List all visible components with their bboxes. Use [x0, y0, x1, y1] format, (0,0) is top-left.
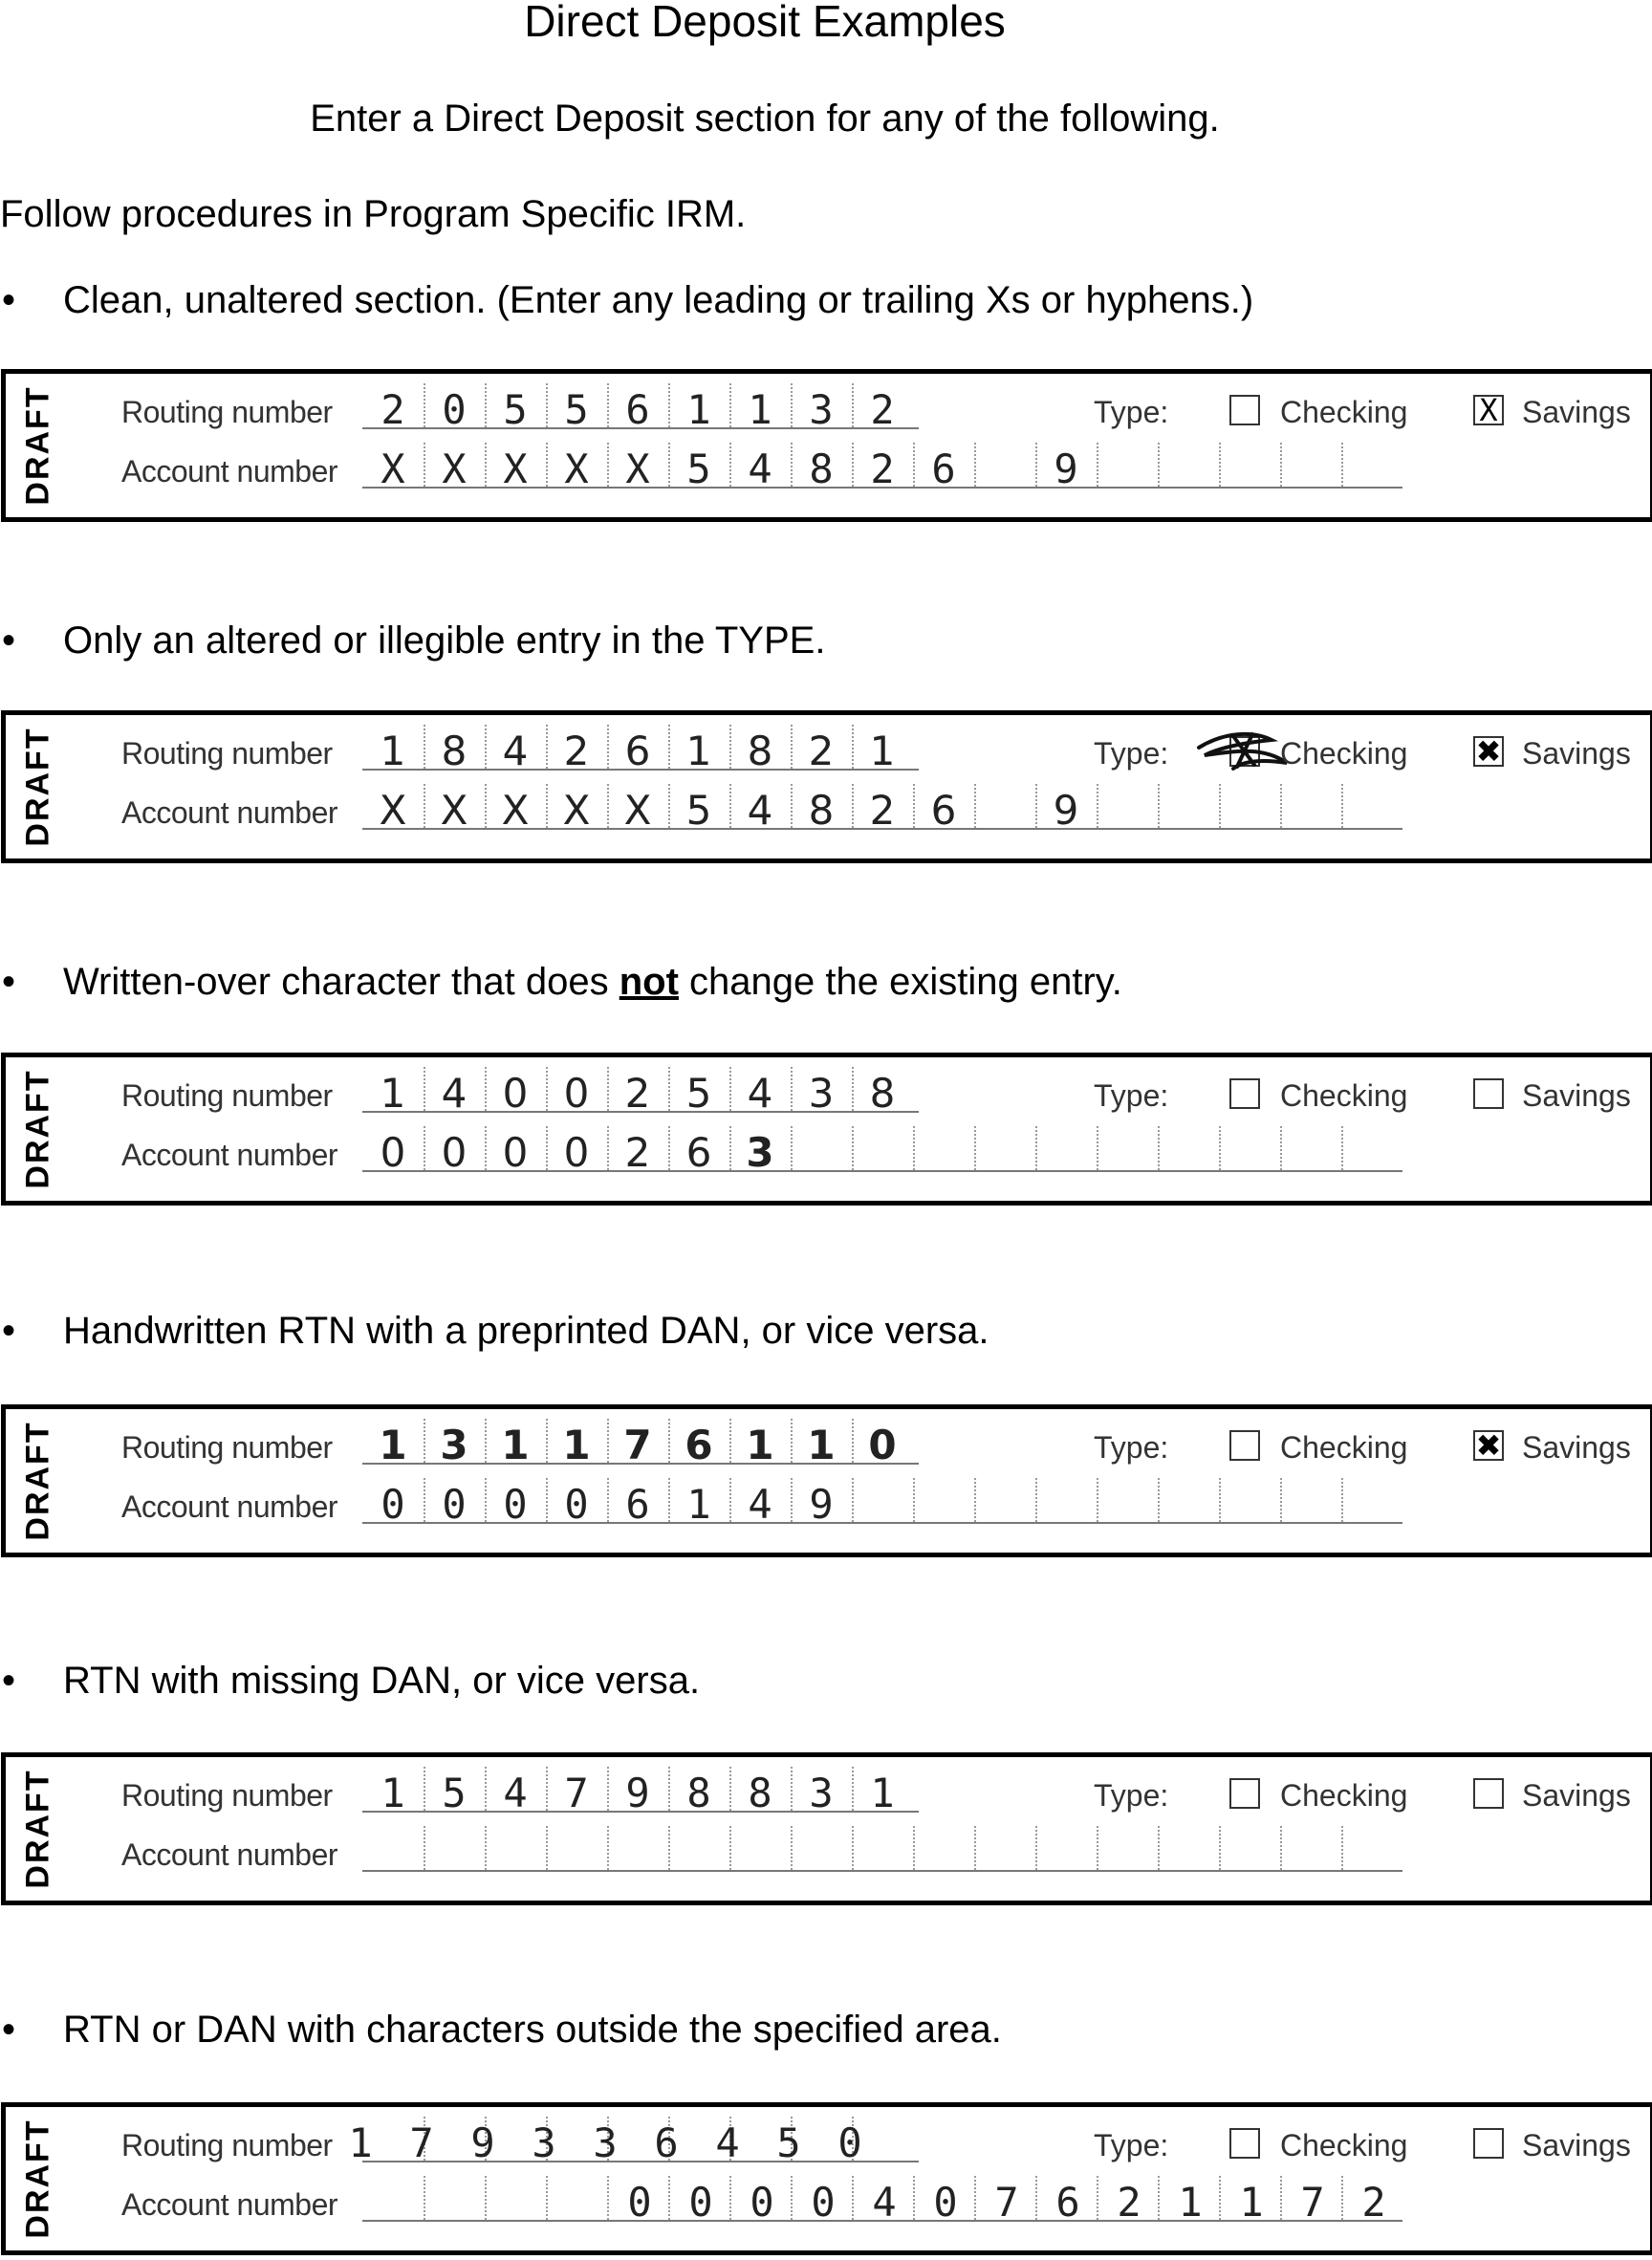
routing-digit: 4	[715, 2119, 740, 2166]
account-digit: 9	[1053, 787, 1079, 834]
routing-digit: 7	[623, 1422, 652, 1468]
draft-watermark: DRAFT	[19, 1421, 56, 1541]
checking-label: Checking	[1280, 1078, 1408, 1113]
account-digit: 1	[686, 1481, 711, 1528]
account-digit: X	[503, 445, 528, 492]
account-number-field[interactable]	[362, 1826, 1402, 1872]
account-number-field[interactable]	[362, 2176, 1402, 2226]
bullet-text: Handwritten RTN with a preprinted DAN, or vice versa.	[63, 1310, 989, 1352]
routing-number-field[interactable]	[362, 383, 919, 433]
account-digit: X	[380, 445, 405, 492]
account-digit: 0	[563, 1129, 590, 1176]
routing-number-field[interactable]	[362, 1419, 919, 1468]
account-digit: 3	[746, 1129, 774, 1176]
routing-digit: 7	[564, 1770, 589, 1816]
bullet-dot: •	[2, 279, 16, 321]
bullet-text-before: Written-over character that does	[63, 961, 620, 1003]
account-digit: 1	[1178, 2179, 1203, 2226]
draft-watermark: DRAFT	[19, 1069, 56, 1189]
draft-watermark: DRAFT	[19, 2119, 56, 2239]
bullet-text: Clean, unaltered section. (Enter any leading or trailing Xs or hyphens.)	[63, 279, 1254, 321]
routing-digit: 2	[563, 728, 590, 774]
routing-digit: 2	[380, 386, 405, 433]
account-digit: 2	[870, 445, 895, 492]
direct-deposit-section	[1, 2102, 1652, 2255]
checking-checkbox[interactable]	[1229, 1430, 1260, 1461]
account-digit: 8	[809, 445, 834, 492]
account-digit: 2	[1117, 2179, 1141, 2226]
direct-deposit-section	[1, 1404, 1652, 1557]
checking-checkbox[interactable]	[1229, 2128, 1260, 2159]
routing-digit: 8	[441, 728, 467, 774]
routing-number-field[interactable]	[348, 2117, 919, 2166]
routing-digit: 3	[532, 2119, 556, 2166]
routing-digit: 1	[379, 1422, 407, 1468]
routing-digit: 1	[748, 386, 772, 433]
direct-deposit-section	[1, 1752, 1652, 1905]
account-digit: 0	[502, 1129, 529, 1176]
routing-digit: 1	[562, 1422, 591, 1468]
savings-checkbox[interactable]	[1473, 1778, 1504, 1809]
type-label: Type:	[1094, 1078, 1169, 1113]
bullet-text: Only an altered or illegible entry in the TYPE.	[63, 619, 826, 662]
type-label: Type:	[1094, 1778, 1169, 1813]
routing-digit: 6	[654, 2119, 679, 2166]
savings-checkbox[interactable]	[1473, 2128, 1504, 2159]
routing-digit: 8	[869, 1070, 896, 1117]
account-digit: 0	[627, 2179, 652, 2226]
routing-digit: 1	[807, 1422, 836, 1468]
routing-digit: 1	[380, 728, 406, 774]
account-digit: 1	[1239, 2179, 1264, 2226]
routing-digit: 0	[442, 386, 467, 433]
routing-digit: 1	[685, 728, 712, 774]
type-label: Type:	[1094, 736, 1169, 771]
checkbox-mark: X	[1479, 392, 1498, 428]
account-digit: 8	[808, 787, 835, 834]
draft-watermark: DRAFT	[19, 727, 56, 847]
bullet-dot: •	[2, 1310, 16, 1352]
bullet-dot: •	[2, 619, 16, 662]
page-subtitle: Enter a Direct Deposit section for any of the following.	[310, 98, 1220, 140]
routing-digit: 3	[809, 386, 834, 433]
routing-digit: 8	[748, 1770, 772, 1816]
routing-digit: 3	[809, 1770, 834, 1816]
routing-number-label: Routing number	[121, 395, 333, 429]
routing-digit: 0	[837, 2119, 862, 2166]
savings-label: Savings	[1522, 1778, 1631, 1813]
routing-number-field[interactable]	[362, 1767, 919, 1816]
account-digit: 7	[994, 2179, 1019, 2226]
savings-label: Savings	[1522, 736, 1631, 771]
account-number-field[interactable]	[362, 1126, 1402, 1176]
account-digit: 9	[1054, 445, 1078, 492]
checking-checkbox[interactable]	[1229, 395, 1260, 425]
bullet-text-emphasis: not	[619, 961, 679, 1003]
routing-digit: 0	[502, 1070, 529, 1117]
account-digit: 7	[1300, 2179, 1325, 2226]
account-digit: X	[501, 787, 530, 834]
type-label: Type:	[1094, 2128, 1169, 2162]
account-digit: 4	[748, 1481, 772, 1528]
account-number-label: Account number	[121, 1138, 338, 1172]
routing-digit: 1	[348, 2119, 373, 2166]
routing-digit: 5	[503, 386, 528, 433]
account-digit: 6	[625, 1481, 650, 1528]
routing-digit: 5	[776, 2119, 801, 2166]
account-digit: 9	[809, 1481, 834, 1528]
checking-label: Checking	[1280, 736, 1408, 771]
routing-digit: 2	[870, 386, 895, 433]
routing-number-label: Routing number	[121, 1778, 333, 1813]
account-digit: 0	[442, 1481, 467, 1528]
bullet-text	[63, 957, 1122, 1007]
routing-digit: 3	[440, 1422, 468, 1468]
account-digit: 6	[931, 445, 956, 492]
checking-label: Checking	[1280, 395, 1408, 429]
account-digit: 2	[1361, 2179, 1386, 2226]
savings-label: Savings	[1522, 395, 1631, 429]
savings-label: Savings	[1522, 1078, 1631, 1113]
savings-label: Savings	[1522, 1430, 1631, 1465]
type-label: Type:	[1094, 395, 1169, 429]
account-number-label: Account number	[121, 454, 338, 489]
routing-digit: 6	[624, 728, 651, 774]
routing-digit: 5	[442, 1770, 467, 1816]
checkbox-mark: ✖	[1475, 733, 1502, 770]
account-digit: 4	[872, 2179, 897, 2226]
bullet-text-after: change the existing entry.	[678, 961, 1122, 1003]
checking-label: Checking	[1280, 1430, 1408, 1465]
routing-digit: 1	[380, 1070, 406, 1117]
routing-digit: 1	[869, 728, 896, 774]
checking-checkbox[interactable]	[1229, 1778, 1260, 1809]
account-digit: X	[562, 787, 591, 834]
routing-digit: 2	[624, 1070, 651, 1117]
account-digit: X	[564, 445, 589, 492]
account-digit: 0	[688, 2179, 713, 2226]
routing-number-label: Routing number	[121, 1078, 333, 1113]
routing-digit: 4	[502, 728, 529, 774]
routing-digit: 4	[441, 1070, 467, 1117]
account-digit: 4	[747, 787, 773, 834]
checking-checkbox[interactable]	[1229, 1078, 1260, 1109]
checking-label: Checking	[1280, 2128, 1408, 2162]
account-digit: 5	[686, 445, 711, 492]
account-digit: 0	[441, 1129, 467, 1176]
account-number-label: Account number	[121, 795, 338, 830]
bullet-dot: •	[2, 1660, 16, 1702]
bullet-text: RTN with missing DAN, or vice versa.	[63, 1660, 701, 1702]
direct-deposit-section	[1, 369, 1652, 522]
checkbox-mark: ✖	[1475, 1427, 1502, 1464]
savings-checkbox[interactable]	[1473, 1427, 1504, 1464]
routing-digit: 8	[747, 728, 773, 774]
savings-checkbox[interactable]	[1473, 392, 1504, 428]
account-number-label: Account number	[121, 1489, 338, 1524]
account-digit: 0	[503, 1481, 528, 1528]
routing-number-field[interactable]	[362, 725, 919, 774]
routing-digit: 1	[746, 1422, 774, 1468]
savings-checkbox[interactable]	[1473, 1078, 1504, 1109]
routing-digit: 9	[625, 1770, 650, 1816]
routing-digit: 1	[870, 1770, 895, 1816]
account-digit: X	[440, 787, 468, 834]
account-number-label: Account number	[121, 1837, 338, 1872]
routing-number-label: Routing number	[121, 736, 333, 771]
savings-label: Savings	[1522, 2128, 1631, 2162]
account-digit: 0	[564, 1481, 589, 1528]
routing-digit: 1	[686, 386, 711, 433]
account-digit: X	[625, 445, 650, 492]
account-number-field[interactable]	[362, 443, 1402, 492]
routing-number-label: Routing number	[121, 2128, 333, 2162]
routing-number-field[interactable]	[362, 1067, 919, 1117]
account-digit: 0	[380, 1129, 406, 1176]
account-digit: 2	[624, 1129, 651, 1176]
account-digit: 0	[380, 1481, 405, 1528]
account-number-label: Account number	[121, 2187, 338, 2222]
draft-watermark: DRAFT	[19, 385, 56, 506]
account-number-field[interactable]	[362, 784, 1402, 834]
routing-digit: 5	[564, 386, 589, 433]
account-digit: 4	[748, 445, 772, 492]
account-digit: 6	[930, 787, 957, 834]
account-digit: 0	[750, 2179, 774, 2226]
draft-watermark: DRAFT	[19, 1769, 56, 1889]
account-digit: 5	[685, 787, 712, 834]
account-digit: X	[379, 787, 407, 834]
account-digit: 0	[933, 2179, 958, 2226]
routing-digit: 7	[409, 2119, 434, 2166]
account-digit: X	[442, 445, 467, 492]
routing-digit: 5	[685, 1070, 712, 1117]
routing-digit: 1	[380, 1770, 405, 1816]
account-digit: X	[623, 787, 652, 834]
routing-digit: 4	[747, 1070, 773, 1117]
routing-digit: 8	[686, 1770, 711, 1816]
type-label: Type:	[1094, 1430, 1169, 1465]
routing-digit: 0	[563, 1070, 590, 1117]
routing-digit: 1	[501, 1422, 530, 1468]
page-title: Direct Deposit Examples	[524, 0, 1006, 46]
direct-deposit-section	[1, 1053, 1652, 1206]
direct-deposit-section	[1, 710, 1652, 863]
routing-digit: 3	[808, 1070, 835, 1117]
account-digit: 0	[811, 2179, 836, 2226]
account-digit: 6	[1055, 2179, 1080, 2226]
routing-number-label: Routing number	[121, 1430, 333, 1465]
routing-digit: 4	[503, 1770, 528, 1816]
routing-digit: 0	[868, 1422, 897, 1468]
routing-digit: 9	[470, 2119, 495, 2166]
checking-label: Checking	[1280, 1778, 1408, 1813]
intro-text: Follow procedures in Program Specific IRM.	[0, 193, 747, 235]
routing-digit: 2	[808, 728, 835, 774]
routing-digit: 6	[685, 1422, 713, 1468]
bullet-dot: •	[2, 961, 16, 1003]
routing-digit: 6	[625, 386, 650, 433]
bullet-dot: •	[2, 2009, 16, 2051]
bullet-text: RTN or DAN with characters outside the specified area.	[63, 2009, 1002, 2051]
account-number-field[interactable]	[362, 1478, 1402, 1528]
account-digit: 2	[869, 787, 896, 834]
savings-checkbox[interactable]	[1473, 733, 1504, 770]
account-digit: 6	[685, 1129, 712, 1176]
routing-digit: 3	[593, 2119, 618, 2166]
